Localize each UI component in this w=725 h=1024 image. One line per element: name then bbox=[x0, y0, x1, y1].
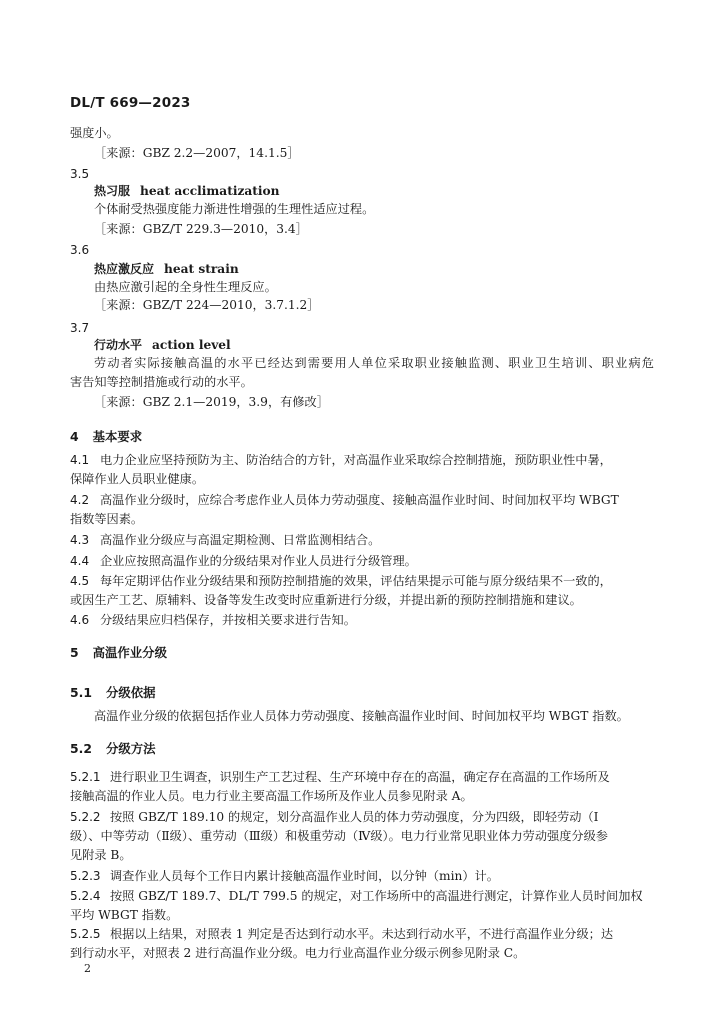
term-zh: 行动水平 bbox=[94, 338, 143, 352]
clause-number: 4.1 bbox=[70, 453, 90, 467]
clause-text: 分级结果应归档保存，并按相关要求进行告知。 bbox=[100, 613, 356, 627]
term-en: heat acclimatization bbox=[140, 184, 280, 198]
section-heading bbox=[70, 427, 142, 445]
clause-text: 或因生产工艺、原辅料、设备等发生改变时应重新进行分级，并提出新的预防控制措施和建议。 bbox=[70, 593, 582, 607]
clause-number: 4.6 bbox=[70, 613, 90, 627]
term-en: action level bbox=[152, 338, 231, 352]
clause-text: 每年定期评估作业分级结果和预防控制措施的效果，评估结果提示可能与原分级结果不一致的， bbox=[100, 574, 612, 588]
term-heading bbox=[94, 261, 239, 277]
term-zh: 热习服 bbox=[94, 184, 131, 198]
clause-text: 到行动水平，对照表 2 进行高温作业分级。电力行业高温作业分级示例参见附录 C。 bbox=[70, 946, 526, 960]
subsection-title: 分级依据 bbox=[105, 685, 156, 700]
subsection-title: 分级方法 bbox=[105, 741, 156, 756]
definition-text: 害告知等控制措施或行动的水平。 bbox=[70, 375, 253, 389]
definition-text: 由热应激引起的全身性生理反应。 bbox=[94, 280, 277, 294]
clause-text: 调查作业人员每个工作日内累计接触高温作业时间，以分钟（min）计。 bbox=[110, 869, 499, 883]
subsection-heading bbox=[70, 683, 156, 701]
clause-4-1 bbox=[70, 452, 654, 468]
clause-text: 见附录 B。 bbox=[70, 848, 132, 862]
clause-4-4 bbox=[70, 553, 417, 569]
clause-number: 4.4 bbox=[70, 554, 90, 568]
term-zh: 热应激反应 bbox=[94, 262, 155, 276]
clause-text: 按照 GBZ/T 189.7、DL/T 799.5 的规定，对工作场所中的高温进行测定，计算作业人员时间加权 bbox=[110, 889, 643, 903]
clause-text: 电力企业应坚持预防为主、防治结合的方针，对高温作业采取综合控制措施，预防职业性中暑， bbox=[100, 453, 612, 467]
subsection-body: 高温作业分级的依据包括作业人员体力劳动强度、接触高温作业时间、时间加权平均 WBGT 指数。 bbox=[94, 709, 629, 723]
term-heading bbox=[94, 337, 231, 353]
page-number: 2 bbox=[84, 962, 91, 975]
clause-5-2-2 bbox=[70, 809, 598, 825]
definition-text: 个体耐受热强度能力渐进性增强的生理性适应过程。 bbox=[94, 202, 375, 216]
clause-number: 3.7 bbox=[70, 321, 90, 335]
subsection-number: 5.1 bbox=[70, 685, 92, 700]
clause-5-2-3 bbox=[70, 868, 499, 884]
clause-number: 5.2.5 bbox=[70, 927, 101, 941]
source-note: ［来源：GBZ/T 229.3—2010，3.4］ bbox=[94, 222, 308, 236]
clause-number: 5.2.4 bbox=[70, 889, 101, 903]
clause-text: 平均 WBGT 指数。 bbox=[70, 908, 179, 922]
clause-text: 进行职业卫生调查，识别生产工艺过程、生产环境中存在的高温，确定存在高温的工作场所及 bbox=[110, 770, 610, 784]
clause-4-5 bbox=[70, 573, 612, 589]
clause-number: 4.5 bbox=[70, 574, 90, 588]
clause-number: 3.5 bbox=[70, 167, 90, 181]
term-heading bbox=[94, 183, 280, 199]
section-title: 基本要求 bbox=[92, 429, 143, 444]
subsection-heading bbox=[70, 739, 156, 757]
clause-text: 根据以上结果，对照表 1 判定是否达到行动水平。未达到行动水平，不进行高温作业分级；达 bbox=[110, 927, 614, 941]
clause-text: 按照 GBZ/T 189.10 的规定，划分高温作业人员的体力劳动强度，分为四级，即轻劳动（Ⅰ bbox=[110, 810, 599, 824]
definition-text: 劳动者实际接触高温的水平已经达到需要用人单位采取职业接触监测、职业卫生培训、职业病危 bbox=[94, 356, 654, 370]
clause-number: 5.2.3 bbox=[70, 869, 101, 883]
clause-text: 企业应按照高温作业的分级结果对作业人员进行分级管理。 bbox=[100, 554, 417, 568]
clause-5-2-5 bbox=[70, 926, 613, 942]
clause-4-2 bbox=[70, 492, 619, 508]
term-en: heat strain bbox=[164, 262, 239, 276]
section-heading bbox=[70, 643, 167, 661]
section-title: 高温作业分级 bbox=[92, 645, 167, 660]
clause-number: 4.3 bbox=[70, 533, 90, 547]
section-number: 5 bbox=[70, 645, 79, 660]
source-note: ［来源：GBZ 2.1—2019，3.9，有修改］ bbox=[94, 395, 329, 409]
clause-number: 5.2.2 bbox=[70, 810, 101, 824]
clause-text: 保障作业人员职业健康。 bbox=[70, 472, 205, 486]
clause-5-2-4 bbox=[70, 888, 643, 904]
subsection-number: 5.2 bbox=[70, 741, 92, 756]
clause-text: 高温作业分级时，应综合考虑作业人员体力劳动强度、接触高温作业时间、时间加权平均 WBGT bbox=[100, 493, 619, 507]
definition-tail: 强度小。 bbox=[70, 126, 119, 140]
clause-4-3 bbox=[70, 532, 380, 548]
clause-4-6 bbox=[70, 612, 356, 628]
clause-5-2-1 bbox=[70, 769, 610, 785]
source-note: ［来源：GBZ/T 224—2010，3.7.1.2］ bbox=[94, 298, 320, 312]
section-number: 4 bbox=[70, 429, 79, 444]
clause-number: 5.2.1 bbox=[70, 770, 101, 784]
standard-code-header: DL/T 669—2023 bbox=[70, 95, 191, 111]
clause-text: 级）、中等劳动（Ⅱ级）、重劳动（Ⅲ级）和极重劳动（Ⅳ级）。电力行业常见职业体力劳动强度分级参 bbox=[70, 829, 608, 843]
clause-number: 3.6 bbox=[70, 243, 90, 257]
clause-text: 指数等因素。 bbox=[70, 512, 144, 526]
clause-number: 4.2 bbox=[70, 493, 90, 507]
clause-text: 接触高温的作业人员。电力行业主要高温工作场所及作业人员参见附录 A。 bbox=[70, 789, 473, 803]
source-note: ［来源：GBZ 2.2—2007，14.1.5］ bbox=[94, 146, 300, 160]
clause-text: 高温作业分级应与高温定期检测、日常监测相结合。 bbox=[100, 533, 381, 547]
